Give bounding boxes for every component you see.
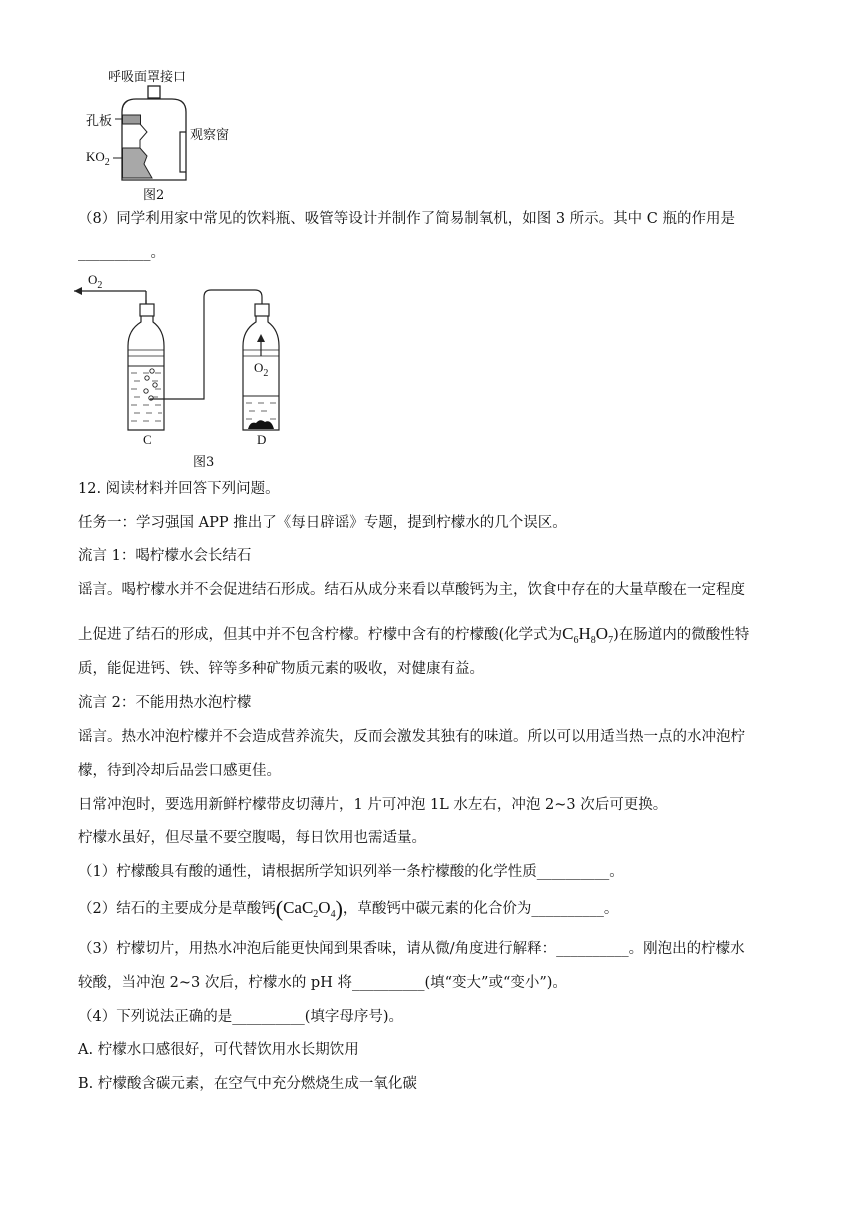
q12-p1-line-1: 谣言。喝柠檬水并不会促进结石形成。结石从成分来看以草酸钙为主，饮食中存在的大量草酸在一定程度 (78, 582, 745, 598)
q12-option-a: A. 柠檬水口感很好，可代替饮用水长期饮用 (78, 1042, 359, 1058)
q8-line-2: __________。 (78, 245, 165, 261)
q12-rumor-1: 流言 1：喝柠檬水会长结石 (78, 548, 252, 564)
fig3-label-d: D (257, 432, 267, 447)
q12-sub-4: （4）下列说法正确的是__________(填字母序号)。 (78, 1009, 404, 1025)
fig2-label-ko2: $KO_2$ (86, 149, 110, 168)
q12-sub-1: （1）柠檬酸具有酸的通性，请根据所学知识列举一条柠檬酸的化学性质__________。 (78, 864, 624, 880)
q12-p3: 日常冲泡时，要选用新鲜柠檬带皮切薄片，1 片可冲泡 1L 水左右，冲泡 2~3 次后可更换。 (78, 797, 668, 813)
fig3-caption: 图3 (193, 455, 215, 470)
fig3-label-c: C (143, 432, 152, 447)
fig2-label-perforated-plate: 孔板 (86, 114, 113, 129)
citric-acid-formula: $C_6H_8O_7$ (562, 624, 614, 646)
q12-option-b: B. 柠檬酸含碳元素，在空气中充分燃烧生成一氧化碳 (78, 1076, 417, 1092)
q12-p4: 柠檬水虽好，但尽量不要空腹喝，每日饮用也需适量。 (78, 830, 426, 846)
q12-title: 12. 阅读材料并回答下列问题。 (78, 481, 280, 497)
fig2-label-mask-port: 呼吸面罩接口 (108, 70, 187, 85)
q12-p2-line-2: 檬，待到冷却后品尝口感更佳。 (78, 763, 281, 779)
q12-task: 任务一：学习强国 APP 推出了《每日辟谣》专题，提到柠檬水的几个误区。 (78, 515, 567, 531)
q12-sub-2: （2）结石的主要成分是草酸钙$(CaC_2O_4)$，草酸钙中碳元素的化合价为__________。 (78, 896, 619, 921)
calcium-oxalate-formula: $(CaC_2O_4)$ (275, 896, 343, 921)
q12-sub-3-line-1: （3）柠檬切片，用热水冲泡后能更快闻到果香味，请从微/角度进行解释：__________。刚泡出的柠檬水 (78, 941, 745, 957)
q12-rumor-2: 流言 2：不能用热水泡柠檬 (78, 695, 252, 711)
q8-line-1: （8）同学利用家中常见的饮料瓶、吸管等设计并制作了简易制氧机，如图 3 所示。其中 C 瓶的作用是 (78, 211, 735, 227)
q12-p1-line-2: 上促进了结石的形成，但其中并不包含柠檬。柠檬中含有的柠檬酸(化学式为$C_6H_8O_7$)在肠道内的微酸性特 (78, 624, 750, 646)
fig3-o2-out-label: $O_2$ (88, 272, 103, 291)
q12-sub-3-line-2: 较酸，当冲泡 2~3 次后，柠檬水的 pH 将__________(填“变大”或“变小”)。 (78, 975, 567, 991)
fig2-label-window: 观察窗 (190, 128, 230, 143)
fig2-caption: 图2 (143, 188, 165, 203)
fig3-o2-inner-label: $O_2$ (254, 360, 269, 379)
q12-p1-line-3: 质，能促进钙、铁、锌等多种矿物质元素的吸收，对健康有益。 (78, 661, 484, 677)
q12-p2-line-1: 谣言。热水冲泡柠檬并不会造成营养流失，反而会激发其独有的味道。所以可以用适当热一点的水冲泡柠 (78, 729, 745, 745)
